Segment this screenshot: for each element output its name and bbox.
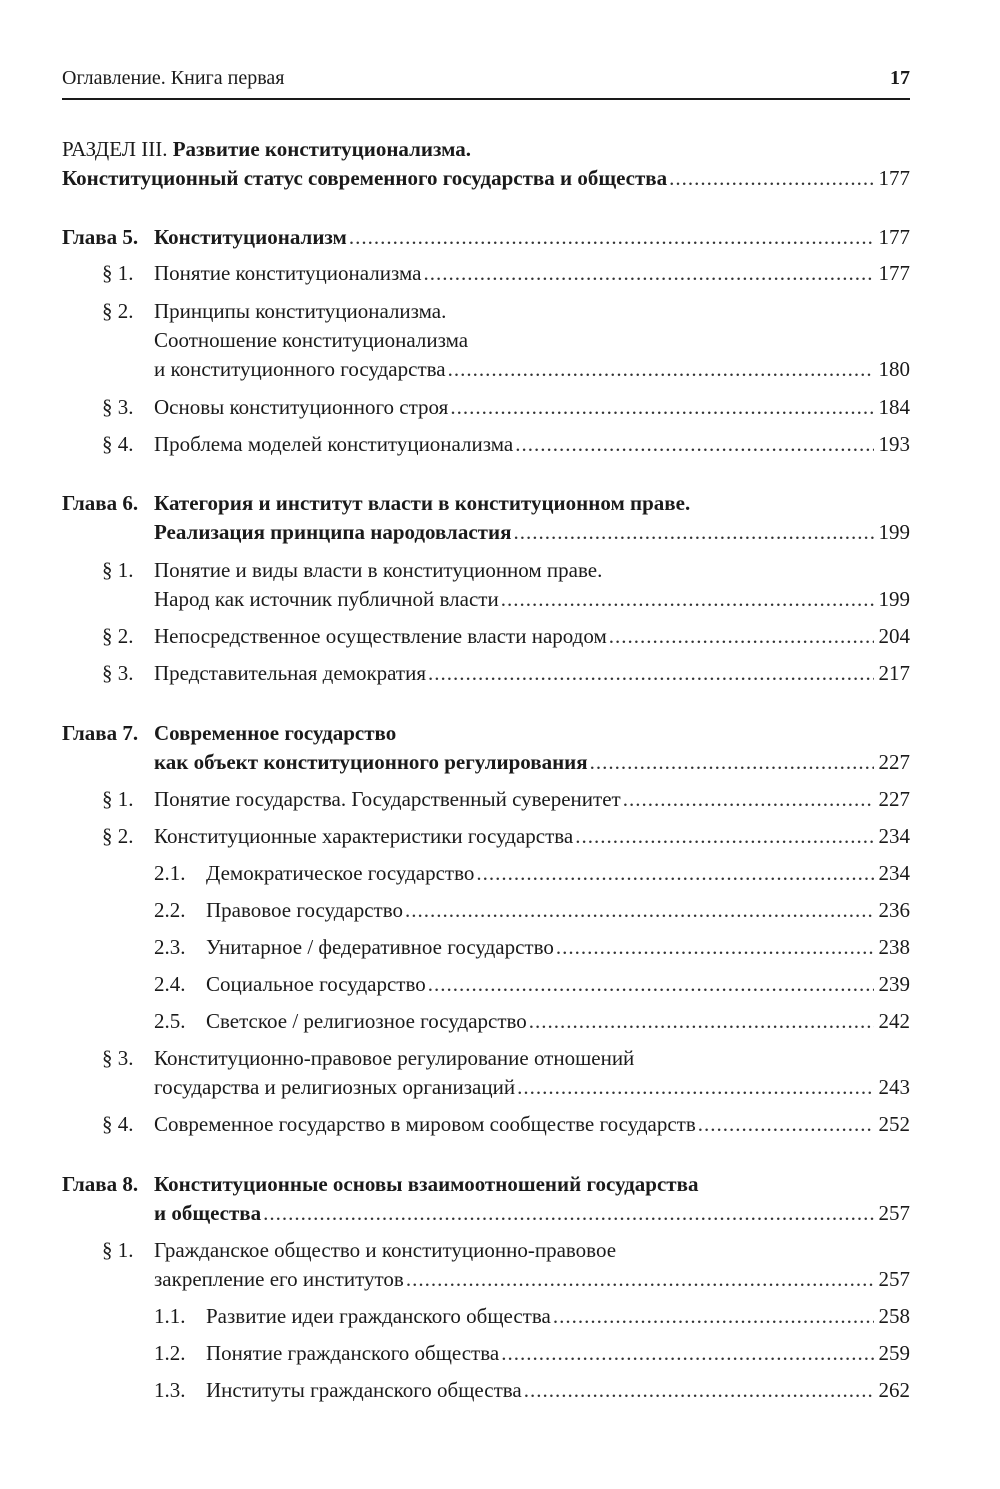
entry-text: Социальное государство <box>206 972 426 996</box>
chapter-title: Категория и институт власти в конституционном праве. <box>154 491 691 515</box>
page-ref: 262 <box>878 1378 910 1402</box>
page-ref: 236 <box>878 898 910 922</box>
entry-text: Понятие и виды власти в конституционном праве. <box>154 558 603 582</box>
toc-entry-chapter-8-line2[interactable] <box>62 1198 910 1228</box>
entry-text: Понятие конституционализма <box>154 261 422 285</box>
leader-dots <box>524 1375 874 1405</box>
page-ref: 227 <box>878 750 910 774</box>
page-ref: 257 <box>878 1201 910 1225</box>
section-label: § 4. <box>102 432 134 456</box>
leader-dots <box>623 784 874 814</box>
entry-text: Народ как источник публичной власти <box>154 587 499 611</box>
section-label: § 2. <box>102 624 134 648</box>
leader-dots <box>609 621 874 651</box>
page-ref: 177 <box>878 261 910 285</box>
leader-dots <box>501 1338 874 1368</box>
subsection-label: 2.4. <box>154 972 186 996</box>
entry-text: Понятие гражданского общества <box>206 1341 500 1365</box>
leader-dots <box>448 354 874 384</box>
leader-dots <box>406 1264 874 1294</box>
section-label: § 2. <box>102 824 134 848</box>
page-ref: 259 <box>878 1341 910 1365</box>
toc-entry-ch7-s2-4[interactable] <box>62 969 910 999</box>
toc-entry-ch5-s4[interactable] <box>62 429 910 459</box>
subsection-label: 2.5. <box>154 1009 186 1033</box>
page-number: 17 <box>890 67 910 89</box>
section-label: § 3. <box>102 1046 134 1070</box>
page-ref: 177 <box>878 166 910 190</box>
page-ref: 177 <box>878 225 910 249</box>
page-ref: 238 <box>878 935 910 959</box>
page-ref: 217 <box>878 661 910 685</box>
toc-entry-ch7-s2[interactable] <box>62 821 910 851</box>
section-label: § 2. <box>102 299 134 323</box>
section-label: § 3. <box>102 661 134 685</box>
entry-text: Конституционно-правовое регулирование отношений <box>154 1046 635 1070</box>
entry-text: и конституционного государства <box>154 357 446 381</box>
toc-entry-ch7-s2-5[interactable] <box>62 1006 910 1036</box>
page-ref: 234 <box>878 861 910 885</box>
chapter-title: Реализация принципа народовластия <box>154 520 512 544</box>
leader-dots <box>476 858 874 888</box>
chapter-title: Современное государство <box>154 721 397 745</box>
toc-entry-ch6-s3[interactable] <box>62 658 910 688</box>
leader-dots <box>263 1198 874 1228</box>
toc-entry-ch8-s1-1[interactable] <box>62 1301 910 1331</box>
leader-dots <box>575 821 874 851</box>
chapter-label: Глава 7. <box>62 721 139 745</box>
page-ref: 204 <box>878 624 910 648</box>
page-ref: 227 <box>878 787 910 811</box>
leader-dots <box>515 429 874 459</box>
leader-dots <box>501 584 874 614</box>
section-label: § 1. <box>102 787 134 811</box>
toc-entry-ch6-s1-line2[interactable] <box>62 584 910 614</box>
toc-entry-ch7-s3-line1[interactable] <box>62 1043 910 1073</box>
entry-text: Представительная демократия <box>154 661 426 685</box>
section-title-2: Конституционный статус современного государства и общества <box>62 166 668 190</box>
page-ref: 258 <box>878 1304 910 1328</box>
entry-text: Соотношение конституционализма <box>154 328 469 352</box>
section-label: § 1. <box>102 1238 134 1262</box>
page-ref: 199 <box>878 520 910 544</box>
page-ref: 239 <box>878 972 910 996</box>
chapter-title: и общества <box>154 1201 262 1225</box>
chapter-title: как объект конституционного регулирования <box>154 750 588 774</box>
leader-dots <box>349 222 874 252</box>
leader-dots <box>553 1301 874 1331</box>
chapter-label: Глава 5. <box>62 225 139 249</box>
page-ref: 243 <box>878 1075 910 1099</box>
chapter-title: Конституционные основы взаимоотношений государства <box>154 1172 699 1196</box>
entry-text: Институты гражданского общества <box>206 1378 522 1402</box>
entry-text: Правовое государство <box>206 898 403 922</box>
entry-text: Демократическое государство <box>206 861 475 885</box>
toc-entry-chapter-6-line2[interactable] <box>62 517 910 547</box>
running-header-title: Оглавление. Книга первая <box>62 67 285 89</box>
entry-text: Конституционные характеристики государства <box>154 824 574 848</box>
leader-dots <box>556 932 874 962</box>
subsection-label: 2.3. <box>154 935 186 959</box>
subsection-label: 1.2. <box>154 1341 186 1365</box>
toc-entry-ch5-s3[interactable] <box>62 392 910 422</box>
toc-entry-ch7-s3-line2[interactable] <box>62 1072 910 1102</box>
leader-dots <box>517 1072 874 1102</box>
toc-entry-chapter-7-line1[interactable] <box>62 718 910 748</box>
page-ref: 199 <box>878 587 910 611</box>
entry-text: Развитие идеи гражданского общества <box>206 1304 551 1328</box>
toc-entry-ch6-s2[interactable] <box>62 621 910 651</box>
subsection-label: 2.1. <box>154 861 186 885</box>
leader-dots <box>669 163 874 193</box>
subsection-label: 2.2. <box>154 898 186 922</box>
page-ref: 193 <box>878 432 910 456</box>
page-ref: 180 <box>878 357 910 381</box>
chapter-title: Конституционализм <box>154 225 347 249</box>
leader-dots <box>450 392 874 422</box>
toc-entry-chapter-5[interactable] <box>62 222 910 252</box>
toc-entry-chapter-7-line2[interactable] <box>62 747 910 777</box>
leader-dots <box>698 1109 874 1139</box>
leader-dots <box>590 747 874 777</box>
leader-dots <box>513 517 874 547</box>
leader-dots <box>428 658 874 688</box>
toc-entry-ch8-s1-line2[interactable] <box>62 1264 910 1294</box>
toc-entry-section[interactable] <box>62 163 910 193</box>
section-title-1: Развитие конституционализма. <box>172 137 472 161</box>
subsection-label: 1.1. <box>154 1304 186 1328</box>
page-ref: 234 <box>878 824 910 848</box>
entry-text: Проблема моделей конституционализма <box>154 432 514 456</box>
toc-entry-ch5-s2-line2 <box>62 325 910 355</box>
section-label: § 4. <box>102 1112 134 1136</box>
leader-dots <box>423 258 874 288</box>
section-prefix: РАЗДЕЛ III. <box>62 137 168 161</box>
toc-entry-ch7-s1[interactable] <box>62 784 910 814</box>
entry-text: Непосредственное осуществление власти народом <box>154 624 607 648</box>
page-ref: 252 <box>878 1112 910 1136</box>
entry-text: государства и религиозных организаций <box>154 1075 516 1099</box>
toc-entry-ch5-s1[interactable] <box>62 258 910 288</box>
toc-entry-chapter-8-line1[interactable] <box>62 1169 910 1199</box>
entry-text: Понятие государства. Государственный суверенитет <box>154 787 621 811</box>
toc-entry-chapter-6-line1[interactable] <box>62 488 910 518</box>
section-label: § 1. <box>102 558 134 582</box>
toc-entry-ch6-s1-line1[interactable] <box>62 555 910 585</box>
section-title-line1 <box>62 134 910 164</box>
toc-entry-ch7-s2-2[interactable] <box>62 895 910 925</box>
page-ref: 257 <box>878 1267 910 1291</box>
running-header <box>62 64 910 100</box>
toc-entry-ch8-s1-3[interactable] <box>62 1375 910 1405</box>
entry-text: Унитарное / федеративное государство <box>206 935 554 959</box>
toc-entry-ch5-s2-line3[interactable] <box>62 354 910 384</box>
chapter-label: Глава 6. <box>62 491 139 515</box>
toc-entry-ch7-s2-3[interactable] <box>62 932 910 962</box>
section-label: § 3. <box>102 395 134 419</box>
subsection-label: 1.3. <box>154 1378 186 1402</box>
page-ref: 184 <box>878 395 910 419</box>
entry-text: закрепление его институтов <box>154 1267 404 1291</box>
leader-dots <box>405 895 874 925</box>
page-ref: 242 <box>878 1009 910 1033</box>
entry-text: Гражданское общество и конституционно-правовое <box>154 1238 617 1262</box>
toc-entry-ch7-s4[interactable] <box>62 1109 910 1139</box>
toc-entry-ch8-s1-line1[interactable] <box>62 1235 910 1265</box>
entry-text: Светское / религиозное государство <box>206 1009 527 1033</box>
section-label: § 1. <box>102 261 134 285</box>
entry-text: Основы конституционного строя <box>154 395 449 419</box>
toc-entry-ch7-s2-1[interactable] <box>62 858 910 888</box>
chapter-label: Глава 8. <box>62 1172 139 1196</box>
toc-entry-ch5-s2-line1[interactable] <box>62 296 910 326</box>
entry-text: Современное государство в мировом сообществе государств <box>154 1112 696 1136</box>
leader-dots <box>428 969 874 999</box>
entry-text: Принципы конституционализма. <box>154 299 447 323</box>
toc-entry-ch8-s1-2[interactable] <box>62 1338 910 1368</box>
leader-dots <box>529 1006 874 1036</box>
